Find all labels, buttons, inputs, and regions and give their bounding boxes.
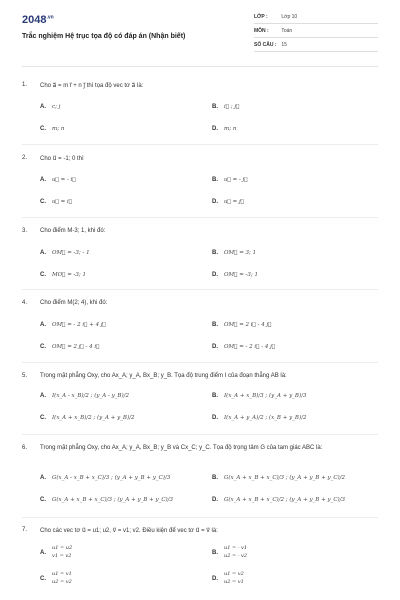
option-a[interactable]: [40, 177, 76, 183]
option-b[interactable]: [212, 322, 271, 328]
question-text: Trong mặt phẳng Oxy, cho Ax_A; y_A, Bx_B; y_B. Tọa độ trung điểm I của đoạn thẳng AB là:: [40, 373, 287, 379]
divider: [22, 517, 378, 518]
option-d[interactable]: [212, 570, 244, 586]
question-number: 2.: [22, 155, 28, 161]
option-text: i⃗ ; j⃗: [224, 104, 240, 110]
option-text: OM⃗ = 2 j⃗ - 4 i⃗: [52, 344, 100, 350]
option-text: I(x_A + y_A)/2 ; (x_B + y_B)/2: [224, 415, 307, 421]
option-letter: C.: [40, 272, 46, 278]
header-divider: [22, 66, 378, 67]
question-number: 1.: [22, 82, 28, 88]
question-text: Cho u⃗ = -1; 0 thì: [40, 156, 84, 162]
option-letter: B.: [212, 322, 218, 328]
option-a[interactable]: [40, 544, 72, 560]
option-text: G(x_A - x_B + x_C)/3 ; (y_A + y_B + y_C)/3: [52, 475, 171, 481]
option-d[interactable]: [212, 344, 275, 350]
subject-value: Toán: [281, 28, 293, 34]
option-c[interactable]: [40, 415, 134, 421]
option-b[interactable]: [212, 393, 306, 399]
option-text: u⃗ = - i⃗: [52, 177, 76, 183]
option-a[interactable]: [40, 475, 170, 481]
site-logo[interactable]: [22, 14, 54, 26]
divider: [22, 362, 378, 363]
option-text: u⃗ = - j⃗: [224, 177, 248, 183]
option-letter: A.: [40, 475, 46, 481]
option-c[interactable]: [40, 570, 72, 586]
count-label: SỐ CÂU :: [254, 42, 277, 48]
option-text: m; n: [224, 126, 237, 132]
question-number: 5.: [22, 373, 28, 379]
question-7: [22, 527, 378, 585]
option-letter: C.: [40, 199, 46, 205]
option-text: OM⃗ = 3; 1: [224, 250, 257, 256]
option-line-1: u1 = v1: [52, 571, 72, 577]
option-text: MO⃗ = -3; 1: [52, 272, 87, 278]
question-6: [22, 445, 378, 503]
question-5: [22, 373, 378, 421]
option-letter: A.: [40, 250, 46, 256]
option-line-2: u2 = - v2: [224, 553, 248, 559]
option-letter: D.: [212, 126, 218, 132]
option-b[interactable]: [212, 475, 345, 481]
option-text: G(x_A + x_B + x_C)/2 ; (y_A + y_B + y_C)/3: [224, 497, 346, 503]
option-line-2: u2 = v2: [52, 579, 72, 585]
option-text: OM⃗ = -3; - 1: [52, 250, 90, 256]
option-text: u⃗ = i⃗: [52, 199, 73, 205]
subject-label: MÔN :: [254, 28, 269, 34]
logo-main: 2048: [22, 14, 47, 26]
option-letter: A.: [40, 104, 46, 110]
option-text: OM⃗ = -3; 1: [224, 272, 259, 278]
question-text: Cho các vec tơ u⃗ = u1; u2, v⃗ = v1; v2. Điều kiện để vec tơ u⃗ = v⃗ là:: [40, 528, 218, 534]
question-text: Cho a⃗ = m i⃗ + n j⃗ thì tọa độ vec tơ a⃗ là:: [40, 83, 144, 89]
info-count: [254, 42, 378, 52]
divider: [22, 217, 378, 218]
option-d[interactable]: [212, 497, 345, 503]
option-letter: A.: [40, 322, 46, 328]
info-grade: [254, 14, 378, 24]
question-2: [22, 155, 378, 205]
option-b[interactable]: [212, 104, 239, 110]
option-text: G(x_A + x_B + x_C)/3 ; (y_A + y_B + y_C)/3: [52, 497, 174, 503]
logo-sub: .vn: [46, 14, 54, 21]
question-3: [22, 228, 378, 278]
option-letter: D.: [212, 272, 218, 278]
option-letter: B.: [212, 549, 218, 556]
question-text: Cho điểm M-3; 1, khi đó:: [40, 228, 106, 234]
option-text: c; j: [52, 104, 61, 110]
option-letter: B.: [212, 393, 218, 399]
question-number: 3.: [22, 228, 28, 234]
info-subject: [254, 28, 378, 38]
header: [0, 0, 400, 60]
option-line-2: u2 = v1: [224, 579, 244, 585]
option-letter: C.: [40, 344, 46, 350]
option-text: m; n: [52, 126, 65, 132]
option-letter: D.: [212, 575, 218, 582]
option-c[interactable]: [40, 126, 64, 132]
divider: [22, 434, 378, 435]
option-letter: C.: [40, 415, 46, 421]
option-letter: D.: [212, 199, 218, 205]
option-b[interactable]: [212, 250, 256, 256]
option-a[interactable]: [40, 104, 60, 110]
option-letter: C.: [40, 126, 46, 132]
option-letter: A.: [40, 549, 46, 556]
question-number: 6.: [22, 445, 28, 451]
option-text: OM⃗ = 2 i⃗ - 4 j⃗: [224, 322, 272, 328]
option-line-1: u1 = v2: [224, 571, 244, 577]
option-line-1: u1 = u2: [52, 545, 73, 551]
question-text: Cho điểm M(2; 4), khi đó:: [40, 300, 108, 306]
grade-value: Lớp 10: [281, 14, 298, 20]
question-text: Trong mặt phẳng Oxy, cho Ax_A; y_A, Bx_B; y_B và Cx_C; y_C. Tọa độ trọng tâm G của tam giác ABC là:: [40, 445, 323, 451]
question-number: 4.: [22, 300, 28, 306]
option-text: OM⃗ = - 2 i⃗ - 4 j⃗: [224, 344, 276, 350]
option-a[interactable]: [40, 393, 129, 399]
option-b[interactable]: [212, 544, 247, 560]
option-letter: A.: [40, 393, 46, 399]
option-a[interactable]: [40, 322, 106, 328]
document-title: Trắc nghiệm Hệ trục tọa độ có đáp án (Nhận biết): [22, 33, 186, 40]
option-line-1: u1 = - v1: [224, 545, 248, 551]
option-text: I(x_A - x_B)/2 ; (y_A - y_B)/2: [52, 393, 129, 399]
question-4: [22, 300, 378, 350]
question-number: 7.: [22, 527, 28, 533]
option-letter: D.: [212, 497, 218, 503]
option-text: u⃗ = j⃗: [224, 199, 244, 205]
option-text: G(x_A + x_B + x_C)/3 ; (y_A + y_B + y_C)/2: [224, 475, 346, 481]
option-line-2: v1 = v2: [52, 553, 72, 559]
option-c[interactable]: [40, 199, 72, 205]
option-letter: B.: [212, 475, 218, 481]
option-d[interactable]: [212, 415, 306, 421]
option-d[interactable]: [212, 272, 258, 278]
option-letter: A.: [40, 177, 46, 183]
grade-label: LỚP :: [254, 14, 268, 20]
option-letter: B.: [212, 177, 218, 183]
divider: [22, 289, 378, 290]
option-a[interactable]: [40, 250, 90, 256]
option-b[interactable]: [212, 177, 248, 183]
option-letter: D.: [212, 415, 218, 421]
option-letter: D.: [212, 344, 218, 350]
option-c[interactable]: [40, 344, 99, 350]
option-letter: C.: [40, 575, 46, 582]
option-c[interactable]: [40, 497, 173, 503]
option-text: I(x_A + x_B)/3 ; (y_A + y_B)/3: [224, 393, 307, 399]
option-d[interactable]: [212, 126, 236, 132]
option-letter: C.: [40, 497, 46, 503]
option-letter: B.: [212, 104, 218, 110]
option-c[interactable]: [40, 272, 86, 278]
option-text: OM⃗ = - 2 i⃗ + 4 j⃗: [52, 322, 106, 328]
option-letter: B.: [212, 250, 218, 256]
count-value: 15: [281, 42, 287, 48]
option-text: I(x_A + x_B)/2 ; (y_A + y_B)/2: [52, 415, 135, 421]
question-1: [22, 82, 378, 132]
option-d[interactable]: [212, 199, 244, 205]
divider: [22, 144, 378, 145]
